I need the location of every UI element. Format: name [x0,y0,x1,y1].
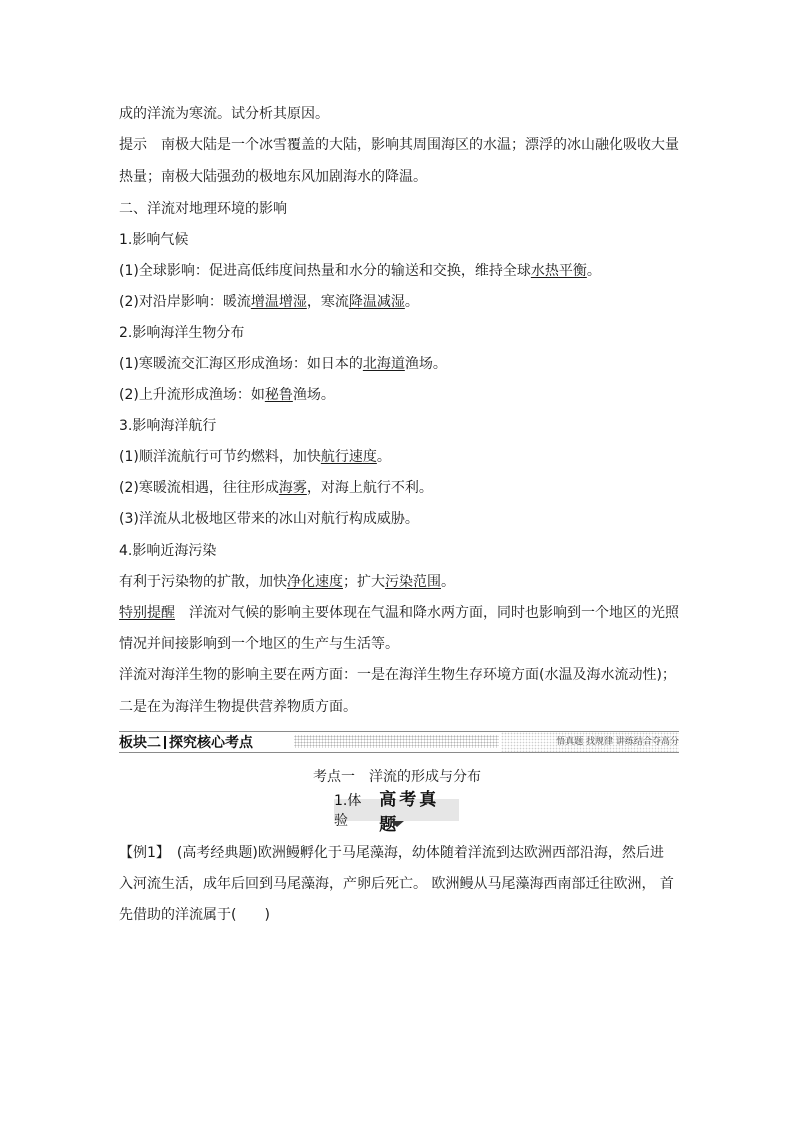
banner-label-part2: 探究核心考点 [169,735,253,751]
line-9 [119,354,447,374]
line-7 [119,292,419,312]
line-7-text: (2)对沿岸影响：暖流 [119,294,251,310]
underlined-term: 降温减湿 [348,294,405,310]
line-14: (3)洋流从北极地区带来的冰山对航行构成威胁。 [119,511,419,527]
underlined-term: 增温增湿 [250,294,307,310]
section-banner [119,731,679,753]
banner-divider [164,736,166,749]
line-20: 二是在为海洋生物提供营养物质方面。 [119,699,357,715]
line-9-end: 渔场。 [404,356,447,372]
underlined-term: 污染范围 [385,574,441,590]
line-15: 4.影响近海污染 [119,543,217,559]
banner-dot-pattern [294,735,499,748]
line-7-mid: ，寒流 [306,294,349,310]
banner-label-part1: 板块二 [119,735,161,751]
line-17-text: 洋流对气候的影响主要体现在气温和降水两方面，同时也影响到一个地区的光照 [175,605,679,621]
line-12-text: (1)顺洋流航行可节约燃料，加快 [119,449,321,465]
line-17 [119,603,679,623]
line-2: 提示 南极大陆是一个冰雪覆盖的大陆，影响其周围海区的水温；漂浮的冰山融化吸收大量 [119,137,679,153]
line-22: 入河流生活，成年后回到马尾藻海，产卵后死亡。 欧洲鳗从马尾藻海西南部迁往欧洲， 首 [119,876,674,892]
line-19: 洋流对海洋生物的影响主要在两方面：一是在海洋生物生存环境方面(水温及海水流动性)； [119,667,676,683]
special-note-label: 特别提醒 [119,605,175,621]
zhenti-big: 高考真题 [379,790,440,835]
line-6-end: 。 [586,263,601,279]
underlined-term: 净化速度 [287,574,343,590]
underlined-term: 航行速度 [320,449,377,465]
line-16-end: 。 [441,574,455,590]
line-16-text: 有利于污染物的扩散，加快 [119,574,287,590]
underlined-term: 水热平衡 [530,263,587,279]
line-12-end: 。 [376,449,391,465]
line-8: 2.影响海洋生物分布 [119,325,245,341]
line-10-end: 渔场。 [292,387,335,403]
zhenti-heading [334,790,459,835]
line-6-text: (1)全球影响：促进高低纬度间热量和水分的输送和交换，维持全球 [119,263,531,279]
line-21: 【例1】 (高考经典题)欧洲鳗孵化于马尾藻海，幼体随着洋流到达欧洲西部沿海，然后进 [119,845,664,861]
line-18: 情况并间接影响到一个地区的生产与生活等。 [119,636,399,652]
line-12 [119,447,391,467]
banner-label [119,732,253,752]
line-4: 二、洋流对地理环境的影响 [119,201,287,217]
line-10 [119,385,335,405]
line-16 [119,572,455,592]
zhenti-box [334,790,459,835]
line-16-mid: ；扩大 [343,574,385,590]
line-7-end: 。 [404,294,419,310]
section-title: 考点一 洋流的形成与分布 [313,769,481,785]
line-5: 1.影响气候 [119,232,189,248]
line-13 [119,478,433,498]
line-6 [119,261,601,281]
line-3: 热量；南极大陆强劲的极地东风加剧海水的降温。 [119,169,427,185]
line-1: 成的洋流为寒流。试分析其原因。 [119,106,329,122]
underlined-term: 北海道 [362,356,405,372]
zhenti-small: 1.体验 [334,793,362,829]
line-9-text: (1)寒暖流交汇海区形成渔场：如日本的 [119,356,363,372]
underlined-term: 秘鲁 [264,387,293,403]
banner-slogan: 悟真题 找规律 讲练结合夺高分 [501,732,679,752]
down-arrow-icon [390,821,404,827]
line-23: 先借助的洋流属于( ) [119,907,270,923]
line-11: 3.影响海洋航行 [119,418,217,434]
underlined-term: 海雾 [278,480,307,496]
line-13-end: ，对海上航行不利。 [306,480,433,496]
line-13-text: (2)寒暖流相遇，往往形成 [119,480,279,496]
line-10-text: (2)上升流形成渔场：如 [119,387,265,403]
